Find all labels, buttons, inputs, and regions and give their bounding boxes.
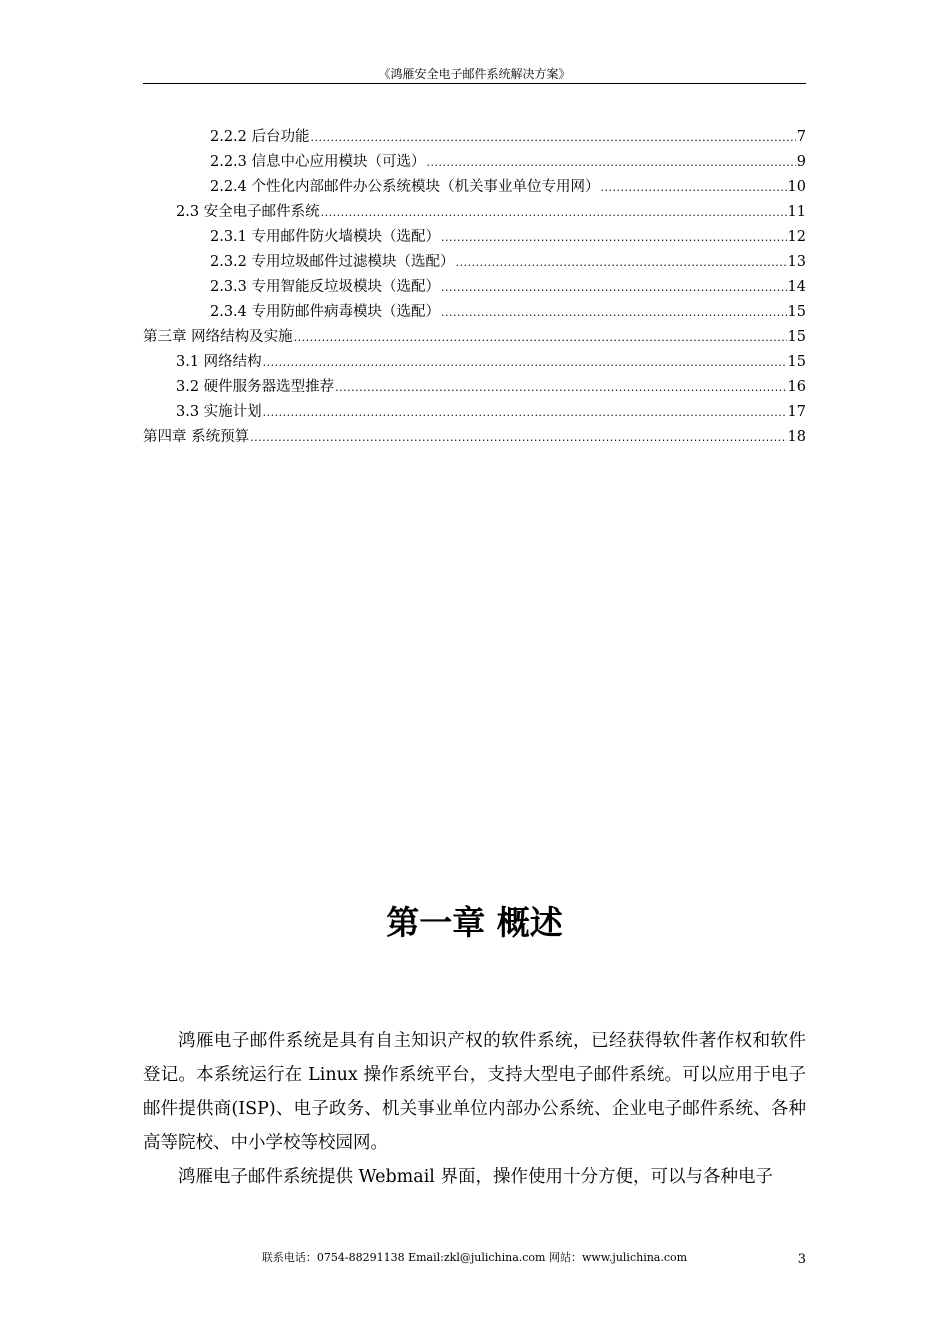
toc-entry[interactable] — [143, 125, 806, 150]
toc-entry-title: 2.3.1 专用邮件防火墙模块（选配） — [210, 229, 441, 245]
toc-entry[interactable] — [143, 300, 806, 325]
toc-dot-leader — [311, 125, 796, 150]
toc-entry-title: 2.3.2 专用垃圾邮件过滤模块（选配） — [210, 254, 455, 270]
toc-entry-title: 第三章 网络结构及实施 — [143, 329, 293, 345]
toc-dot-leader — [335, 375, 786, 400]
body-paragraph: 鸿雁电子邮件系统提供 Webmail 界面，操作使用十分方便，可以与各种电子 — [178, 1167, 773, 1187]
toc-entry-page: 16 — [787, 379, 806, 395]
toc-entry[interactable] — [143, 250, 806, 275]
toc-entry-page: 18 — [787, 429, 806, 445]
toc-entry[interactable] — [143, 325, 806, 350]
running-header: 《鸿雁安全电子邮件系统解决方案》 — [378, 67, 571, 81]
toc-entry[interactable] — [143, 400, 806, 425]
header-divider — [143, 83, 806, 84]
toc-entry[interactable] — [143, 225, 806, 250]
toc-entry-page: 11 — [787, 204, 806, 220]
toc-dot-leader — [441, 275, 787, 300]
toc-dot-leader — [321, 200, 787, 225]
toc-dot-leader — [263, 350, 787, 375]
toc-entry[interactable] — [143, 200, 806, 225]
toc-entry-page: 7 — [796, 129, 806, 145]
toc-entry-title: 3.3 实施计划 — [176, 404, 262, 420]
toc-dot-leader — [263, 400, 787, 425]
toc-entry-title: 3.2 硬件服务器选型推荐 — [176, 379, 335, 395]
toc-entry-page: 9 — [796, 154, 806, 170]
toc-dot-leader — [456, 250, 787, 275]
toc-entry-title: 2.2.2 后台功能 — [210, 129, 310, 145]
toc-entry-title: 第四章 系统预算 — [143, 429, 250, 445]
toc-entry[interactable] — [143, 350, 806, 375]
toc-entry[interactable] — [143, 150, 806, 175]
toc-entry[interactable] — [143, 375, 806, 400]
toc-entry-page: 17 — [787, 404, 806, 420]
toc-dot-leader — [601, 175, 787, 200]
toc-entry-page: 14 — [787, 279, 806, 295]
toc-entry-page: 15 — [787, 354, 806, 370]
toc-entry-title: 2.3.3 专用智能反垃圾模块（选配） — [210, 279, 441, 295]
toc-dot-leader — [441, 225, 787, 250]
toc-dot-leader — [250, 425, 786, 450]
toc-entry-title: 3.1 网络结构 — [176, 354, 262, 370]
toc-dot-leader — [441, 300, 787, 325]
toc-entry[interactable] — [143, 275, 806, 300]
toc-entry[interactable] — [143, 425, 806, 450]
toc-entry-page: 13 — [787, 254, 806, 270]
toc-dot-leader — [294, 325, 787, 350]
toc-entry-title: 2.3.4 专用防邮件病毒模块（选配） — [210, 304, 441, 320]
chapter-body — [143, 1024, 806, 1194]
toc-entry-page: 15 — [787, 304, 806, 320]
toc-entry-page: 12 — [787, 229, 806, 245]
toc-entry-title: 2.2.3 信息中心应用模块（可选） — [210, 154, 426, 170]
toc-entry[interactable] — [143, 175, 806, 200]
body-paragraph: 鸿雁电子邮件系统是具有自主知识产权的软件系统，已经获得软件著作权和软件登记。本系统运行在 Linux 操作系统平台，支持大型电子邮件系统。可以应用于电子邮件提供商(ISP)、电子政务、机关事业单位内部办公系统、企业电子邮件系统、各种高等院校、中小学校等校园网。 — [143, 1031, 806, 1153]
toc-entry-title: 2.3 安全电子邮件系统 — [176, 204, 320, 220]
toc-entry-page: 10 — [787, 179, 806, 195]
toc-entry-title: 2.2.4 个性化内部邮件办公系统模块（机关事业单位专用网） — [210, 179, 600, 195]
toc-dot-leader — [427, 150, 796, 175]
chapter-heading: 第一章 概述 — [386, 903, 563, 942]
toc-entry-page: 15 — [787, 329, 806, 345]
table-of-contents — [143, 125, 806, 450]
footer-contact-info: 联系电话：0754-88291138 Email:zkl@julichina.com 网站：www.julichina.com — [261, 1251, 688, 1264]
page-number: 3 — [797, 1252, 806, 1267]
